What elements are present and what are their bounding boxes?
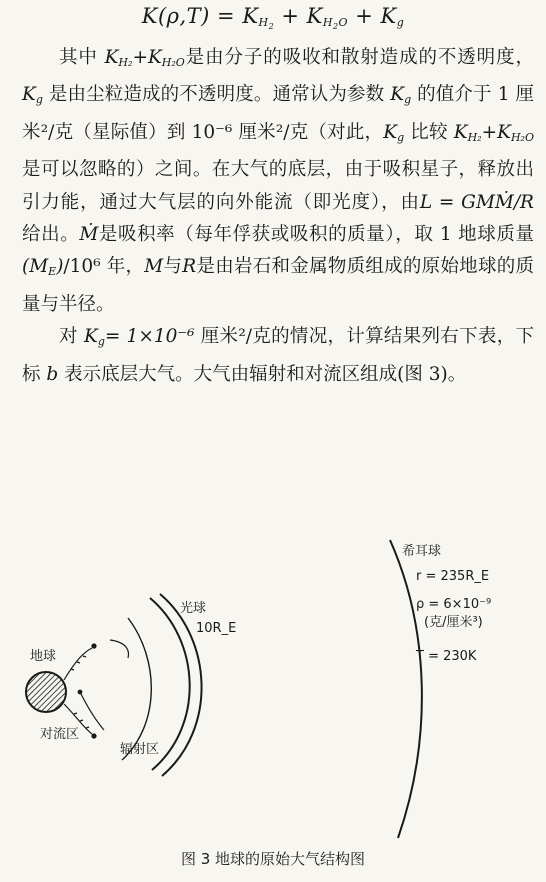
var-m: M (144, 256, 164, 278)
var-kg: $K_g$ (22, 84, 43, 107)
var-kg-3: $K_g$ (383, 121, 405, 144)
hill-sphere-density: ρ = 6×10⁻⁹ (416, 597, 492, 612)
var-b: b (46, 363, 59, 385)
paragraph-1: 其中 $K_{H_2}+K_{H_2O}$是由分子的吸收和散射造成的不透明度，$K_g$ 是由尘粒造成的不透明度。通常认为参数 $K_g$ 的值介于 1 厘米²/克（星际值）到 10⁻⁶ 厘米²/克（对此，$K_g$ 比较 $K_{H_2}+K_{H_2O}$是可以忽略的）之间。在大气的底层，由于吸积星子，释放出引力能，通过大气层的向外能流（即光度），由L = GMṀ/R 给出。Ṁ是吸积率（每年俘获或吸积的质量），取 1 地球质量$(M_E)/10^6$ 年，M与R是由岩石和金属物质组成的原始地球的质量与半径。 (22, 47, 534, 315)
photosphere-radius: 10R_E (196, 621, 237, 636)
hill-sphere-radius: r = 235R_E (416, 569, 490, 584)
earth (26, 672, 66, 712)
var-mdot: Ṁ (79, 224, 99, 246)
figure-caption: 图 3 地球的原始大气结构图 (180, 850, 366, 868)
var-r: R (182, 256, 197, 278)
atmosphere-diagram (0, 520, 546, 840)
var-luminosity-eq: L = GMṀ/R (419, 191, 534, 213)
var-me: $(M_E)$ (22, 256, 64, 279)
body-text (22, 42, 534, 391)
hill-sphere-label: 希耳球 (402, 544, 442, 559)
hill-sphere-arc (390, 540, 422, 838)
convection-label: 对流区 (40, 727, 80, 742)
paragraph-2: 对 $K_g= 1\times 10^{-6}$ 厘米²/克的情况，计算结果列右下表，下标 b 表示底层大气。大气由辐射和对流区组成(图 3)。 (22, 326, 534, 385)
convection-boundary (122, 618, 151, 760)
equation: $K(\rho,T) = K_{H_2} + K_{H_2O} + K_g$ (141, 4, 405, 31)
earth-label: 地球 (30, 649, 57, 664)
var-kh2-kh2o: $K_{H_2}+K_{H_2O}$ (104, 47, 185, 69)
hill-sphere-density-unit: (克/厘米³) (424, 615, 483, 630)
var-kg-2: $K_g$ (390, 84, 412, 107)
var-kh2-kh2o-2: $K_{H_2}+K_{H_2O}$ (453, 121, 534, 144)
radiation-label: 辐射区 (120, 742, 160, 757)
convection-swirls (64, 640, 128, 738)
photosphere-label: 光球 (180, 601, 207, 616)
hill-sphere-temperature: T = 230K (416, 649, 477, 664)
var-kg-value: $K_g= 1\times 10^{-6}$ (84, 326, 195, 349)
